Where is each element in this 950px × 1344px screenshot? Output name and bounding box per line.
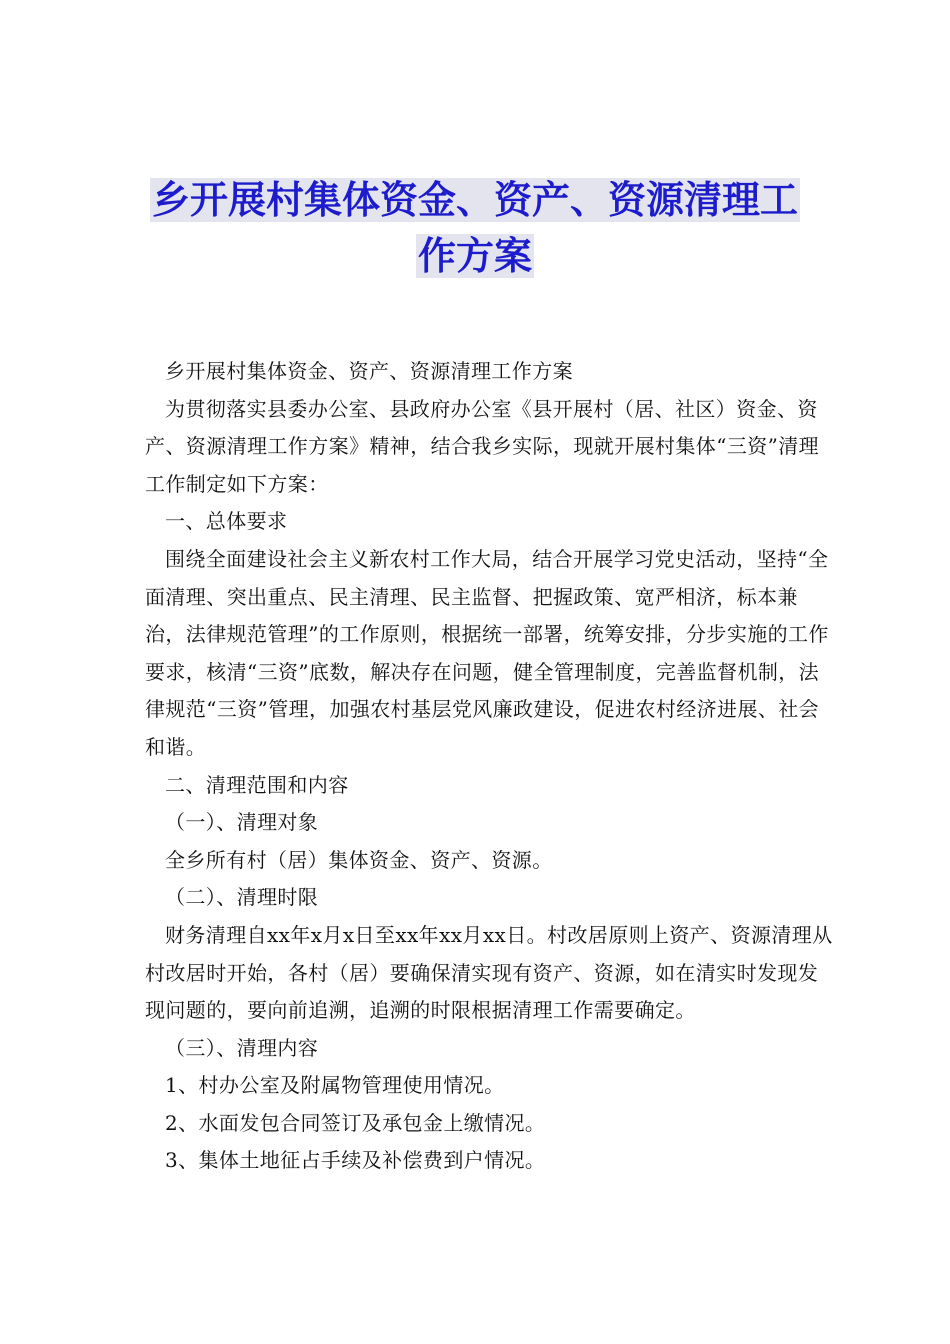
subheading-clearance-period: （二）、清理时限 — [165, 885, 319, 910]
subheading-clearance-content: （三）、清理内容 — [165, 1035, 319, 1060]
paragraph-doc-title: 乡开展村集体资金、资产、资源清理工作方案 — [165, 359, 573, 383]
list-item-3: 3、集体土地征占手续及补偿费到户情况。 — [165, 1148, 546, 1173]
paragraph-general-requirements: 围绕全面建设社会主义新农村工作大局，结合开展学习党史活动，坚持“全面清理、突出重点、民主清理、民主监督、把握政策、宽严相济，标本兼治，法律规范管理”的工作原则，根据统一部署，统筹安排，分步实施的工作要求，核清“三资”底数，解决存在问题，健全管理制度，完善监督机制，法律规范“三资”管理，加强农村基层党风廉政建设，促进农村经济进展、社会和谐。 — [145, 546, 829, 759]
paragraph-intro: 为贯彻落实县委办公室、县政府办公室《县开展村（居、社区）资金、资产、资源清理工作方案》精神，结合我乡实际，现就开展村集体“三资”清理工作制定如下方案： — [145, 396, 820, 496]
document-title — [100, 172, 850, 284]
heading-general-requirements: 一、总体要求 — [165, 509, 288, 534]
subheading-clearance-targets: （一）、清理对象 — [165, 810, 319, 835]
list-item-2: 2、水面发包合同签订及承包金上缴情况。 — [165, 1110, 546, 1135]
heading-scope-content: 二、清理范围和内容 — [165, 772, 349, 797]
title-line-1: 乡开展村集体资金、资产、资源清理工 — [151, 178, 798, 222]
title-line-2: 作方案 — [417, 234, 532, 278]
list-item-1: 1、村办公室及附属物管理使用情况。 — [165, 1073, 505, 1098]
paragraph-clearance-targets: 全乡所有村（居）集体资金、资产、资源。 — [165, 847, 553, 872]
paragraph-clearance-period: 财务清理自xx年x月x日至xx年xx月xx日。村改居原则上资产、资源清理从村改居时开始，各村（居）要确保清实现有资产、资源，如在清实时发现发现问题的，要向前追溯，追溯的时限根据清理工作需要确定。 — [145, 922, 833, 1023]
document-body — [145, 353, 835, 1180]
